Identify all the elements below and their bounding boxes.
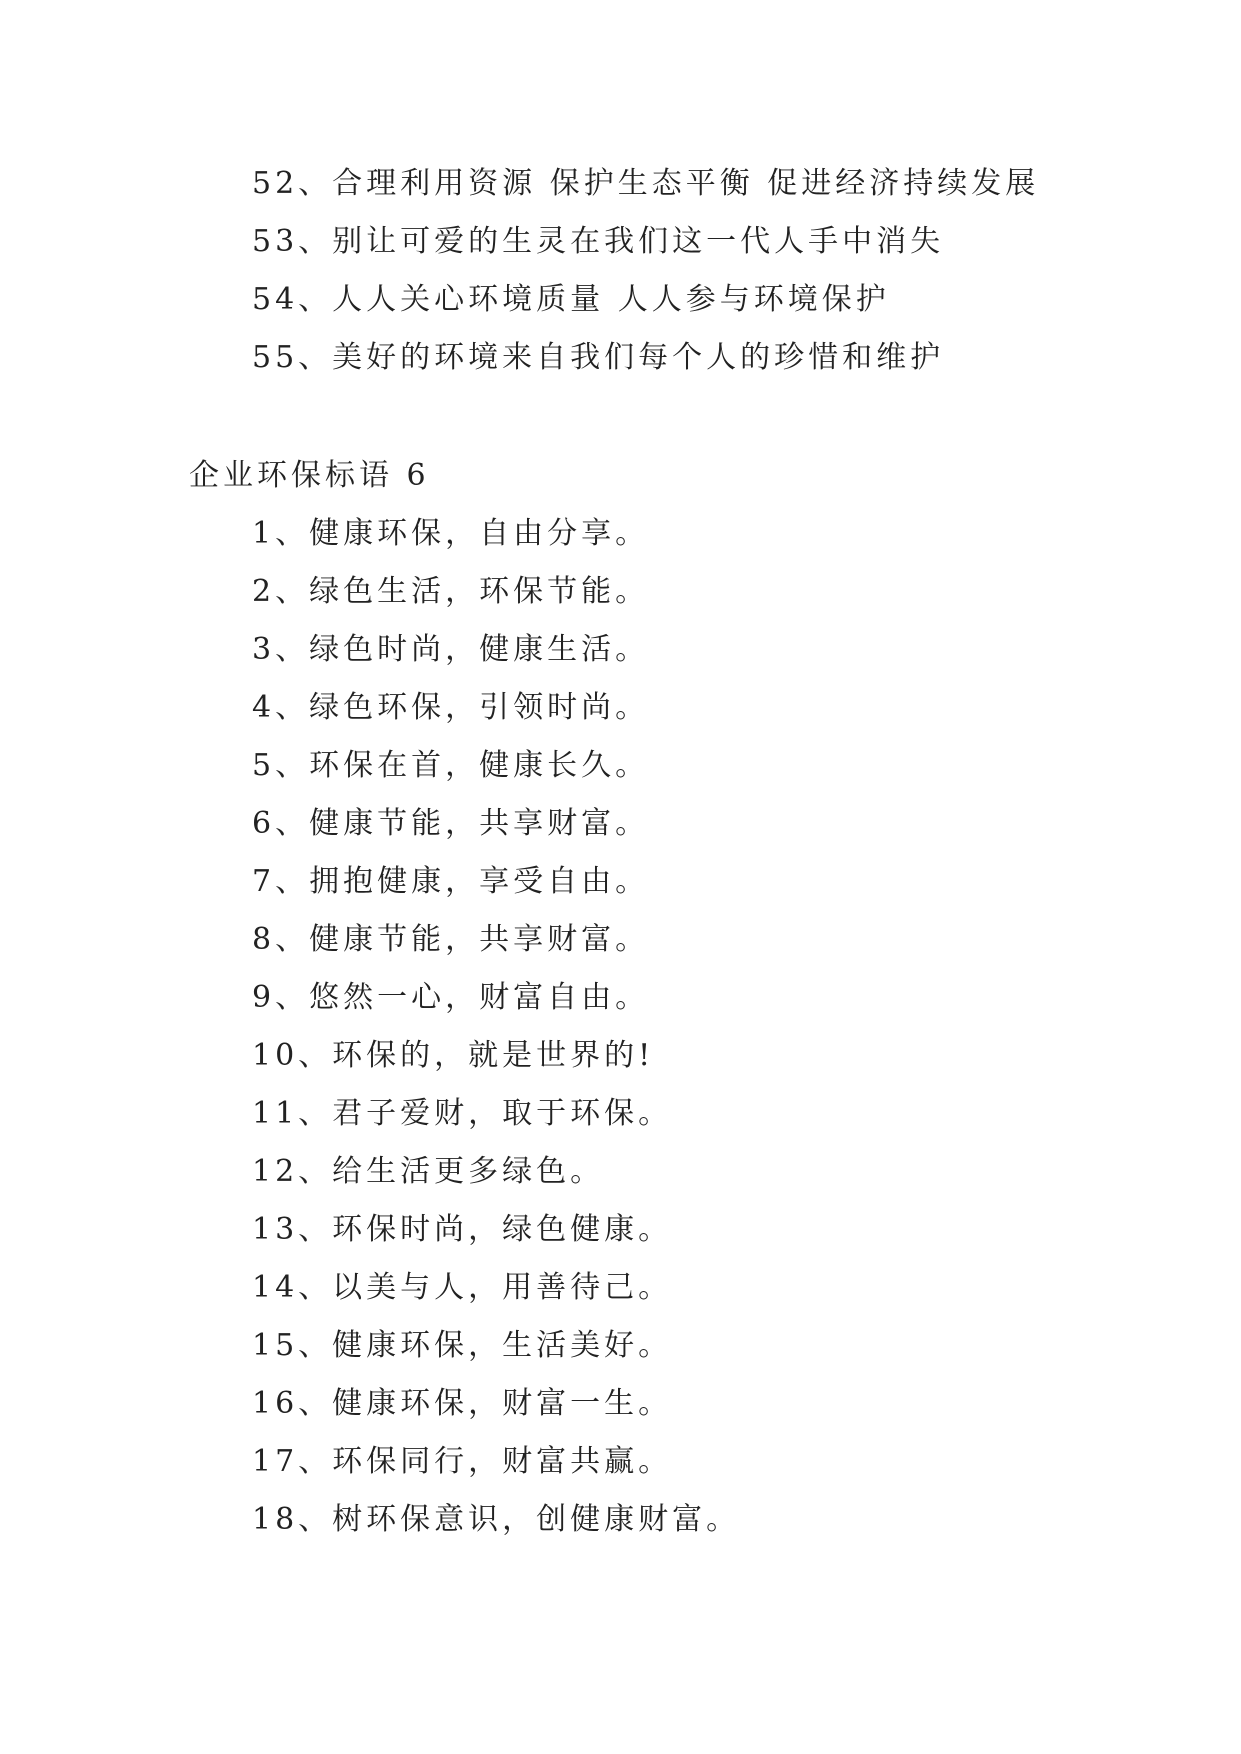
list-item: 53、别让可爱的生灵在我们这一代人手中消失 (252, 224, 945, 259)
slogan-item: 3、绿色时尚，健康生活。 (252, 632, 650, 667)
slogan-item: 1、健康环保，自由分享。 (252, 516, 650, 551)
slogan-item: 7、拥抱健康，享受自由。 (252, 864, 650, 899)
slogan-item: 13、环保时尚，绿色健康。 (252, 1212, 673, 1247)
slogan-item: 18、树环保意识，创健康财富。 (252, 1502, 741, 1537)
list-item: 54、人人关心环境质量 人人参与环境保护 (252, 282, 890, 317)
slogan-item: 17、环保同行，财富共赢。 (252, 1444, 673, 1479)
list-item: 52、合理利用资源 保护生态平衡 促进经济持续发展 (252, 166, 1040, 201)
slogan-item: 4、绿色环保，引领时尚。 (252, 690, 650, 725)
slogan-item: 8、健康节能，共享财富。 (252, 922, 650, 957)
list-item: 55、美好的环境来自我们每个人的珍惜和维护 (252, 340, 945, 375)
section-title: 企业环保标语 6 (189, 458, 430, 493)
slogan-item: 2、绿色生活，环保节能。 (252, 574, 650, 609)
slogan-item: 16、健康环保，财富一生。 (252, 1386, 673, 1421)
slogan-item: 9、悠然一心，财富自由。 (252, 980, 650, 1015)
slogan-item: 11、君子爱财，取于环保。 (252, 1096, 673, 1131)
slogan-item: 6、健康节能，共享财富。 (252, 806, 650, 841)
slogan-item: 10、环保的，就是世界的! (252, 1038, 655, 1073)
slogan-item: 12、给生活更多绿色。 (252, 1154, 605, 1189)
slogan-item: 15、健康环保，生活美好。 (252, 1328, 673, 1363)
slogan-item: 14、以美与人，用善待己。 (252, 1270, 673, 1305)
slogan-item: 5、环保在首，健康长久。 (252, 748, 650, 783)
